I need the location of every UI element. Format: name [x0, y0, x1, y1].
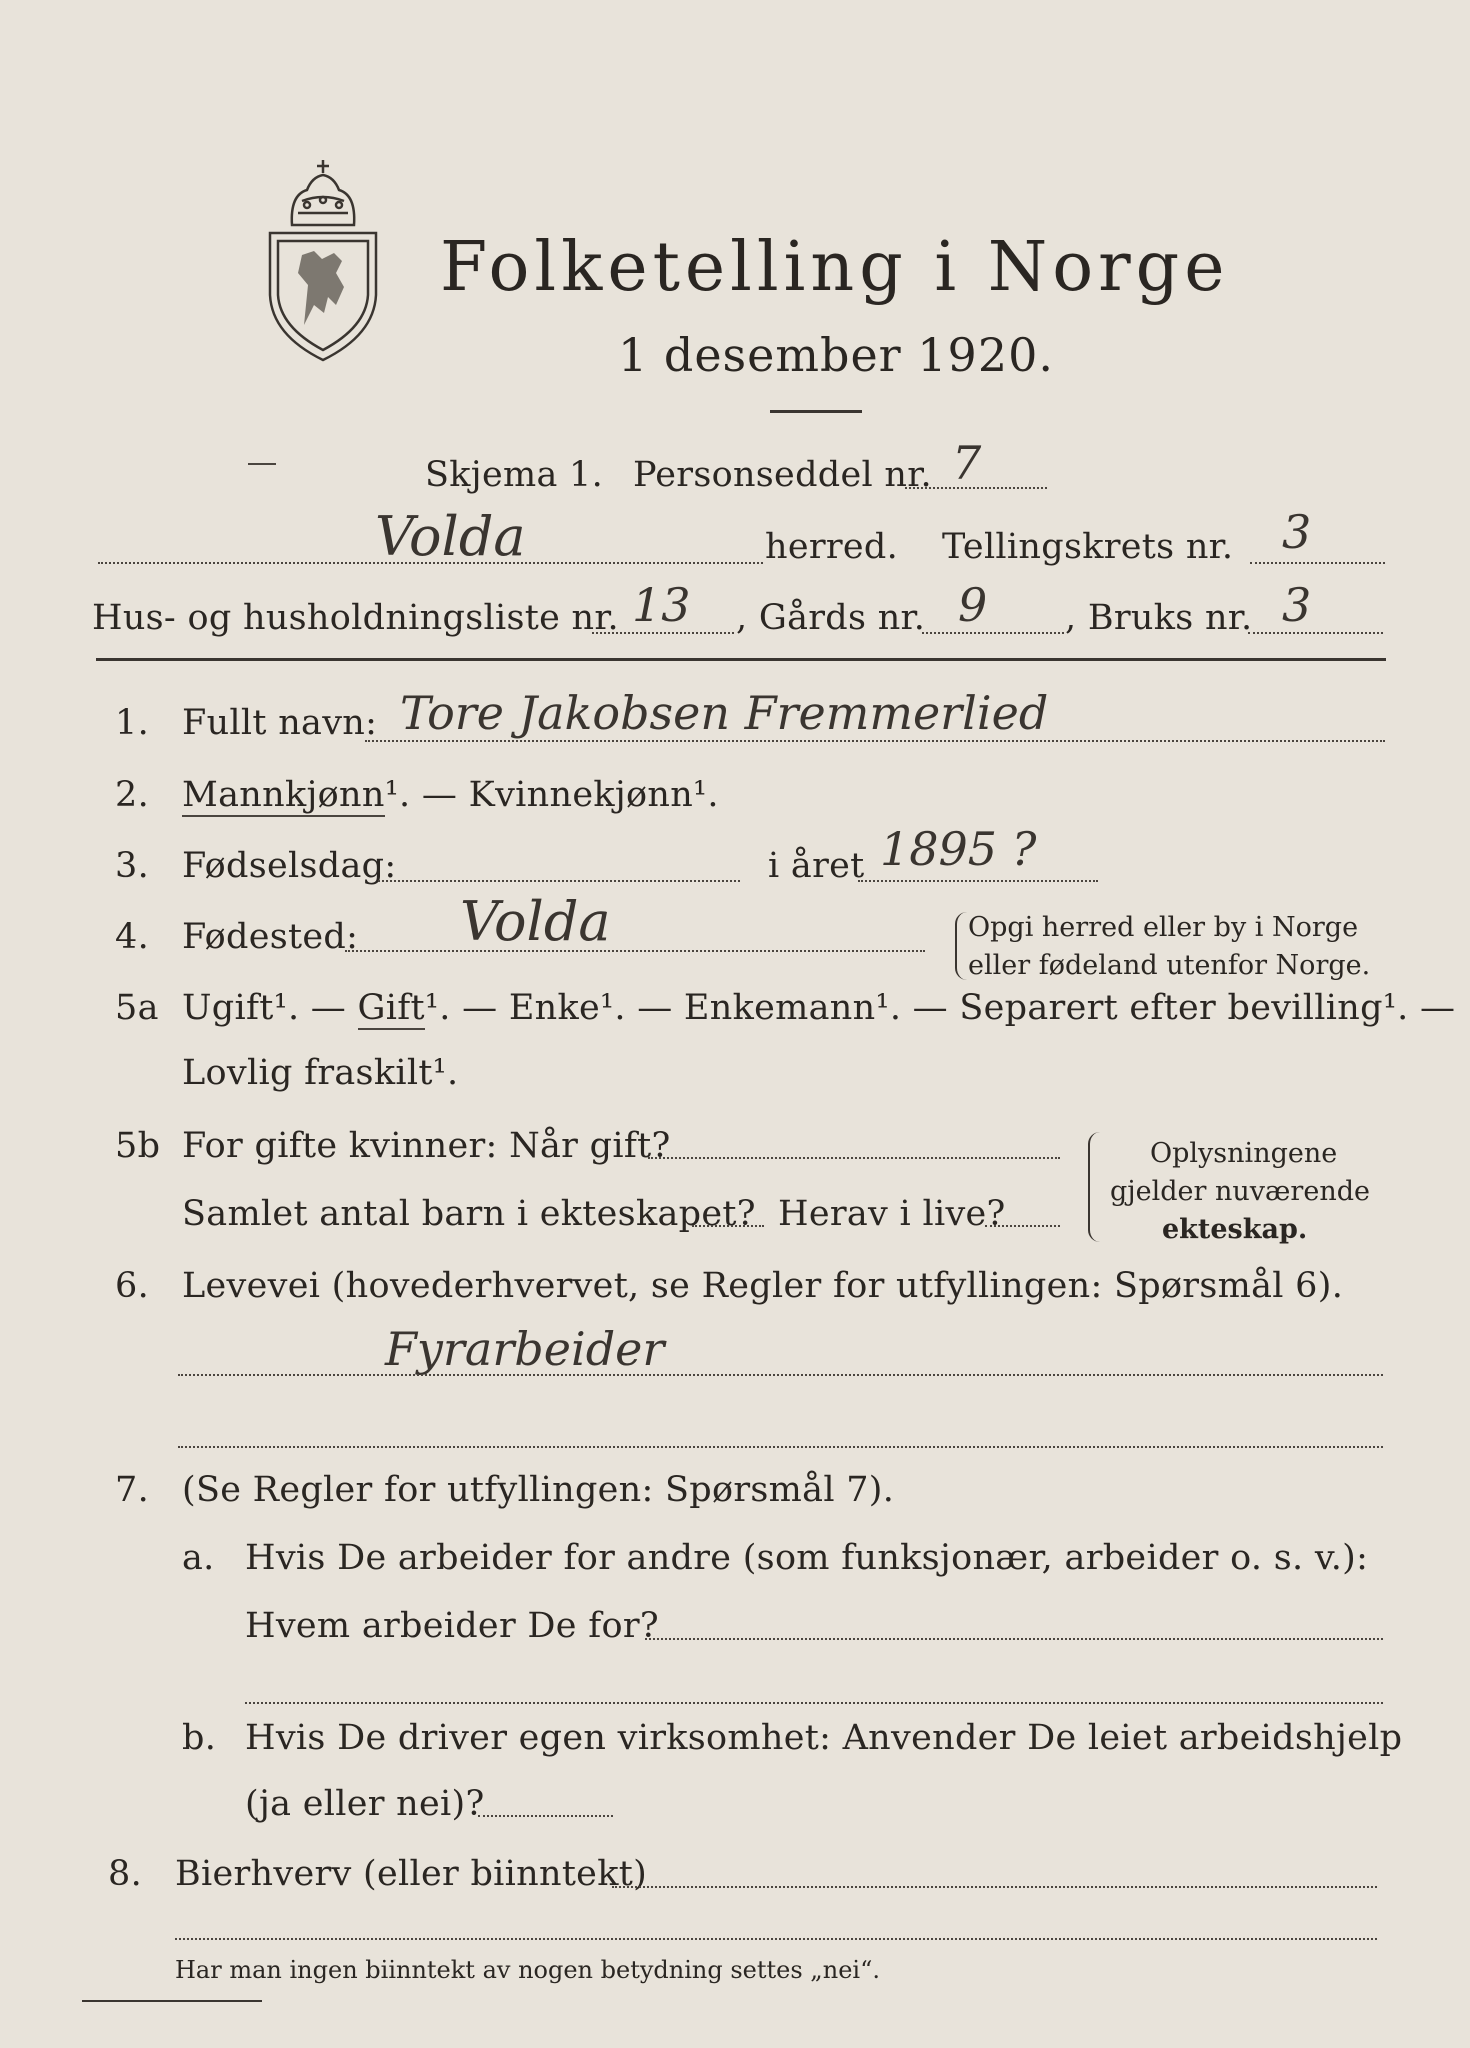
q7a-label-1: Hvis De arbeider for andre (som funksjonær, arbeider o. s. v.): — [245, 1538, 1369, 1578]
q8-line-2 — [175, 1938, 1377, 1940]
gards-label: , Gårds nr. — [736, 598, 926, 638]
q1-line — [365, 740, 1385, 742]
footer-rule — [82, 2000, 262, 2002]
q7-number: 7. — [115, 1470, 149, 1510]
tellingskrets-label: Tellingskrets nr. — [942, 527, 1234, 567]
q5b-line-3 — [985, 1225, 1060, 1227]
personseddel-value[interactable]: 7 — [952, 436, 982, 490]
married-option[interactable]: Gift — [357, 988, 425, 1028]
q5b-number: 5b — [115, 1126, 161, 1166]
male-option[interactable]: Mannkjønn — [182, 775, 385, 815]
q7a-label-2: Hvem arbeider De for? — [245, 1606, 659, 1646]
birth-year-value[interactable]: 1895 ? — [880, 822, 1037, 876]
q7b-label-2: (ja eller nei)? — [245, 1784, 485, 1824]
q8-number: 8. — [108, 1854, 142, 1894]
q5b-note-3: ekteskap. — [1162, 1214, 1308, 1245]
q5b-brace — [1088, 1132, 1100, 1242]
female-option[interactable]: Kvinnekjønn¹. — [468, 775, 719, 815]
herred-value[interactable]: Volda — [375, 505, 526, 568]
bruks-line — [1248, 632, 1383, 634]
q7-label: (Se Regler for utfyllingen: Spørsmål 7). — [182, 1470, 895, 1510]
q4-label: Fødested: — [182, 917, 359, 957]
divorced-option[interactable]: Lovlig fraskilt¹. — [182, 1053, 459, 1093]
hus-line — [592, 632, 734, 634]
full-name-value[interactable]: Tore Jakobsen Fremmerlied — [400, 686, 1049, 740]
footnote: Har man ingen biinntekt av nogen betydning settes „nei“. — [175, 1956, 880, 1984]
title-divider — [770, 410, 862, 413]
census-date: 1 desember 1920. — [618, 328, 1054, 382]
q7a-line-1 — [645, 1638, 1383, 1640]
q2-options — [182, 775, 719, 815]
q2-separator: ¹. — — [384, 775, 469, 815]
other-status-options[interactable]: ¹. — Enke¹. — Enkemann¹. — Separert efter bevilling¹. — — [424, 988, 1456, 1028]
q6-line-2 — [178, 1446, 1383, 1448]
stray-mark — [248, 463, 276, 465]
q4-note-1: Opgi herred eller by i Norge — [968, 912, 1359, 943]
gards-value[interactable]: 9 — [958, 578, 988, 632]
q5b-label-2: Samlet antal barn i ekteskapet? — [182, 1194, 756, 1234]
q2-number: 2. — [115, 775, 149, 815]
tellingskrets-line — [1250, 562, 1385, 564]
q4-number: 4. — [115, 917, 149, 957]
header-divider — [96, 658, 1386, 661]
q4-line — [345, 950, 925, 952]
q5b-label-3: Herav i live? — [778, 1194, 1006, 1234]
q5b-line-1 — [648, 1157, 1060, 1159]
q4-brace — [955, 912, 967, 980]
hus-label: Hus- og husholdningsliste nr. — [92, 598, 619, 638]
tellingskrets-value[interactable]: 3 — [1282, 505, 1312, 559]
hus-value[interactable]: 13 — [632, 578, 691, 632]
q8-label: Bierhverv (eller biinntekt) — [175, 1854, 648, 1894]
q8-line-1 — [612, 1886, 1377, 1888]
q7b-line — [478, 1815, 613, 1817]
q3-year-line — [858, 880, 1098, 882]
q7a-line-2 — [245, 1702, 1383, 1704]
personseddel-label: Personseddel nr. — [633, 455, 932, 495]
herred-label: herred. — [765, 527, 899, 567]
q7b-number: b. — [182, 1718, 217, 1758]
q3-year-label: i året — [768, 846, 865, 886]
page-title: Folketelling i Norge — [440, 228, 1230, 307]
occupation-value[interactable]: Fyrarbeider — [385, 1322, 665, 1376]
coat-of-arms-icon — [262, 155, 384, 365]
q7a-number: a. — [182, 1538, 215, 1578]
q6-line-1 — [178, 1374, 1383, 1376]
schema-label: Skjema 1. — [425, 455, 604, 495]
q5b-note-1: Oplysningene — [1150, 1138, 1338, 1169]
q5a-options — [182, 988, 1455, 1028]
q3-number: 3. — [115, 846, 149, 886]
birthplace-value[interactable]: Volda — [460, 890, 611, 953]
q5b-line-2 — [692, 1225, 764, 1227]
q6-label: Levevei (hovederhvervet, se Regler for utfyllingen: Spørsmål 6). — [182, 1266, 1344, 1306]
q5b-label-1: For gifte kvinner: Når gift? — [182, 1126, 671, 1166]
gards-line — [922, 632, 1064, 634]
q4-note-2: eller fødeland utenfor Norge. — [968, 950, 1371, 981]
unmarried-option[interactable]: Ugift¹. — — [182, 988, 358, 1028]
q6-number: 6. — [115, 1266, 149, 1306]
q7b-label-1: Hvis De driver egen virksomhet: Anvender De leiet arbeidshjelp — [245, 1718, 1403, 1758]
q1-number: 1. — [115, 703, 149, 743]
q3-line — [378, 880, 740, 882]
bruks-label: , Bruks nr. — [1065, 598, 1253, 638]
bruks-value[interactable]: 3 — [1282, 578, 1312, 632]
q5b-note-2: gjelder nuværende — [1110, 1176, 1370, 1207]
q5a-number: 5a — [115, 988, 159, 1028]
q1-label: Fullt navn: — [182, 703, 378, 743]
q3-label: Fødselsdag: — [182, 846, 397, 886]
